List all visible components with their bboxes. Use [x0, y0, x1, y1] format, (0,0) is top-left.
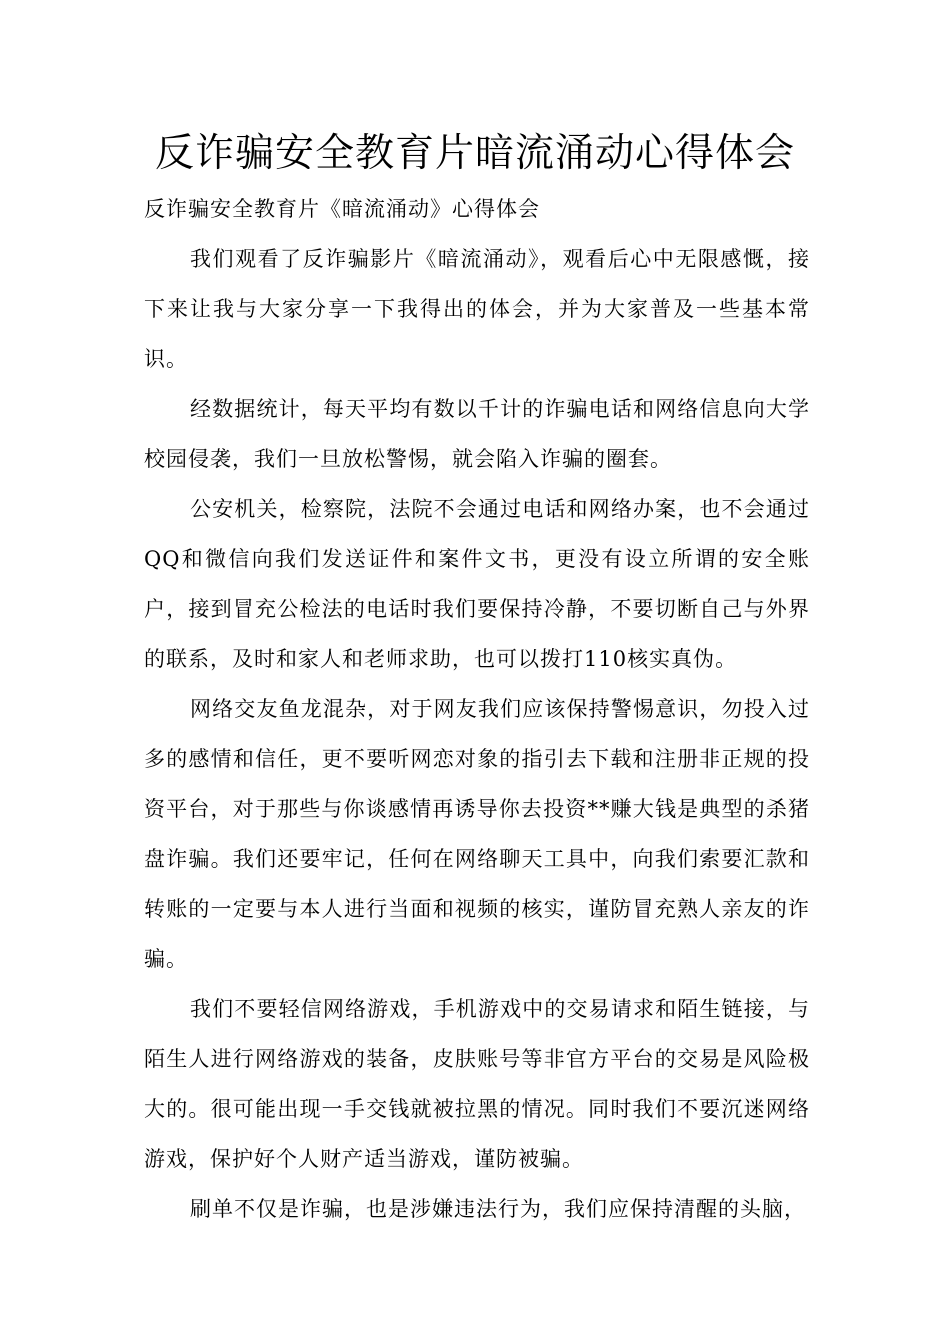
paragraph-online-dating: 网络交友鱼龙混杂，对于网友我们应该保持警惕意识，勿投入过多的感情和信任，更不要听网恋对象的指引去下载和注册非正规的投资平台，对于那些与你谈感情再诱导你去投资**赚大钱是典型的杀猪盘诈骗。我们还要牢记，任何在网络聊天工具中，向我们索要汇款和转账的一定要与本人进行当面和视频的核实，谨防冒充熟人亲友的诈骗。 — [144, 697, 810, 971]
paragraph-online-games: 我们不要轻信网络游戏，手机游戏中的交易请求和陌生链接，与陌生人进行网络游戏的装备，皮肤账号等非官方平台的交易是风险极大的。很可能出现一手交钱就被拉黑的情况。同时我们不要沉迷网络游戏，保护好个人财产适当游戏，谨防被骗。 — [144, 997, 810, 1171]
paragraph-intro: 我们观看了反诈骗影片《暗流涌动》，观看后心中无限感慨，接下来让我与大家分享一下我得出的体会，并为大家普及一些基本常识。 — [144, 247, 810, 371]
document-title: 反诈骗安全教育片暗流涌动心得体会 — [154, 131, 795, 176]
document-body — [144, 184, 810, 1234]
paragraph-order-brushing: 刷单不仅是诈骗，也是涉嫌违法行为，我们应保持清醒的头脑， — [190, 1197, 806, 1221]
document-subtitle: 反诈骗安全教育片《暗流涌动》心得体会 — [144, 197, 540, 221]
paragraph-statistics: 经数据统计，每天平均有数以千计的诈骗电话和网络信息向大学校园侵袭，我们一旦放松警惕，就会陷入诈骗的圈套。 — [144, 397, 810, 471]
paragraph-police-authority: 公安机关，检察院，法院不会通过电话和网络办案，也不会通过QQ和微信向我们发送证件和案件文书，更没有设立所谓的安全账户，接到冒充公检法的电话时我们要保持冷静，不要切断自己与外界的联系，及时和家人和老师求助，也可以拨打110核实真伪。 — [144, 497, 810, 671]
